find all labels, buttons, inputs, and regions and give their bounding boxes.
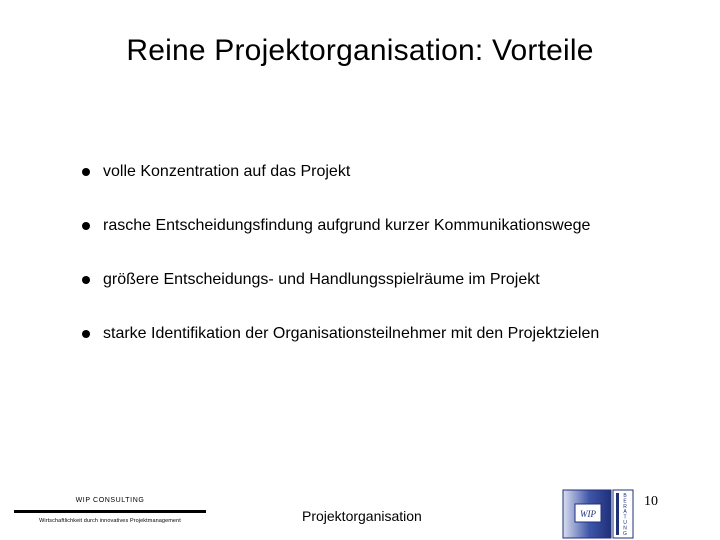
- bullet-dot-icon: [82, 276, 90, 284]
- footer-divider: [14, 510, 206, 513]
- logo-letter: A: [623, 509, 627, 516]
- bullet-item: [82, 214, 599, 268]
- bullet-item: [82, 160, 599, 214]
- wip-logo-icon: [561, 488, 637, 540]
- bullet-text: rasche Entscheidungsfindung aufgrund kurzer Kommunikationswege: [103, 217, 591, 234]
- bullet-text: starke Identifikation der Organisationsteilnehmer mit den Projektzielen: [103, 325, 600, 342]
- logo-letter: E: [623, 498, 627, 505]
- bullet-text: größere Entscheidungs- und Handlungsspielräume im Projekt: [103, 271, 540, 288]
- bullet-dot-icon: [82, 222, 90, 230]
- bullet-text: volle Konzentration auf das Projekt: [103, 163, 351, 180]
- logo-letter: B: [623, 493, 627, 499]
- slide-title: Reine Projektorganisation: Vorteile: [126, 34, 594, 67]
- bullet-dot-icon: [82, 330, 90, 338]
- logo-letter: U: [623, 520, 627, 526]
- page-number: 10: [644, 494, 658, 509]
- logo-letter: G: [623, 530, 627, 537]
- bullet-item: [82, 268, 599, 322]
- logo-letter: R: [623, 503, 627, 510]
- logo-letter: N: [623, 525, 627, 532]
- logo-wordmark: WIP: [580, 509, 596, 519]
- bullet-item: [82, 322, 599, 376]
- footer-company-block: [14, 497, 206, 524]
- bullet-dot-icon: [82, 168, 90, 176]
- bullet-list: [82, 160, 599, 376]
- footer-topic: Projektorganisation: [302, 508, 422, 524]
- logo-letter: T: [623, 514, 627, 521]
- company-name: WIP CONSULTING: [75, 497, 145, 504]
- company-tagline: Wirtschaftlichkeit durch innovatives Projektmanagement: [39, 518, 181, 524]
